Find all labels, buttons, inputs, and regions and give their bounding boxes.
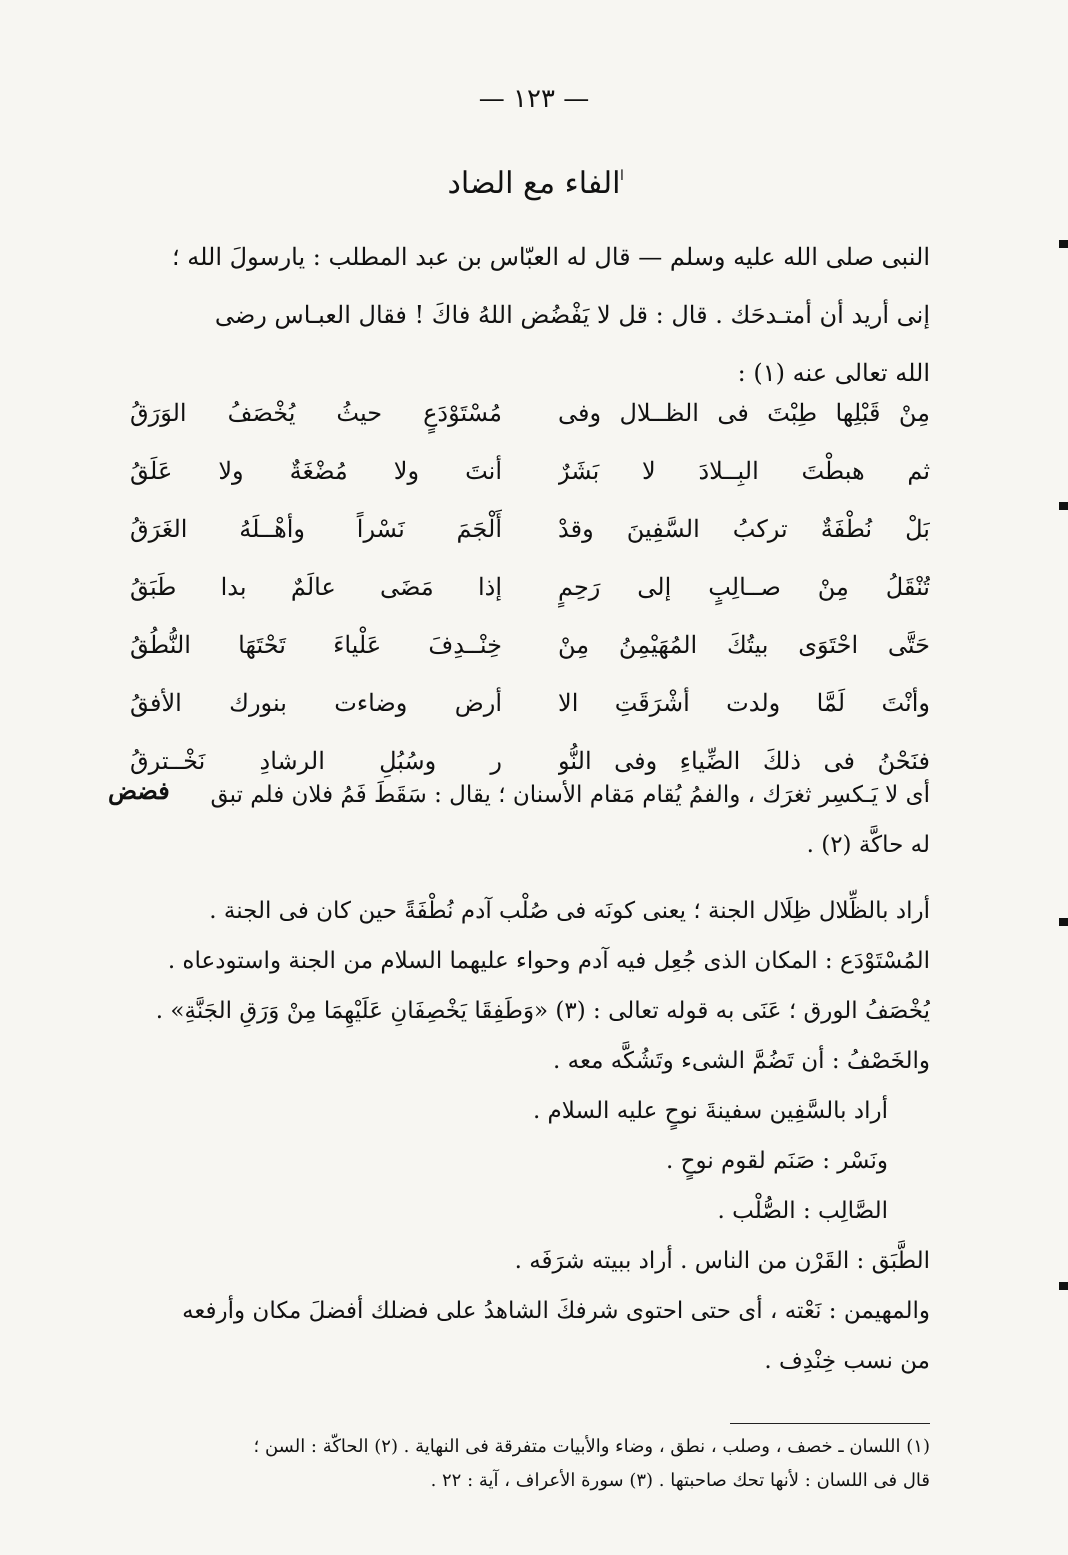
commentary-line: المُسْتَوْدَع : المكان الذى جُعِل فيه آدم وحواء عليهما السلام من الجنة واستودعاه . — [167, 948, 930, 974]
scan-edge-mark — [1059, 1282, 1068, 1290]
verse — [130, 500, 930, 558]
commentary — [130, 770, 930, 1386]
intro-line: النبى صلى الله عليه وسلم — قال له العبّاس بن عبد المطلب : يارسولَ الله ؛ — [171, 243, 930, 271]
commentary-line: أراد بالظِّلال ظِلَال الجنة ؛ يعنى كونَه فى صُلْب آدم نُطْفَةً حين كان فى الجنة . — [209, 898, 930, 924]
margin-keyword: فضض — [108, 776, 170, 805]
first-hemistich: ثم هبطْتَ البِــلادَ لا بَشَرٌ — [558, 457, 930, 485]
commentary-line: الطَّبَق : القَرْن من الناس . أراد ببيته شرَفَه . — [514, 1248, 930, 1274]
poem — [130, 384, 930, 790]
commentary-line: أى لا يَـكسِر ثغرَك ، والفمُ يُقام مَقام الأسنان ؛ يقال : سَقَطَ فَمُ فلان فلم تبق — [210, 782, 930, 808]
page-number: — ١٢٣ — — [478, 84, 590, 114]
second-hemistich: ر وسُبُلِ الرشادِ نَخْــترقُ — [130, 747, 502, 775]
first-hemistich: حَتَّى احْتَوَى بيتُكَ المُهَيْمِنُ مِنْ — [558, 631, 930, 659]
footnote-line: (١) اللسان ـ خصف ، وصلب ، نطق ، وضاء والأبيات متفرقة فى النهاية . (٢) الحاكّة : السن ؛ — [253, 1436, 930, 1457]
second-hemistich: إذا مَضَى عالَمٌ بدا طَبَقُ — [130, 573, 502, 601]
scan-edge-mark — [1059, 240, 1068, 248]
second-hemistich: خِنْــدِفَ عَلْياءَ تَحْتَهَا النُّطُقُ — [130, 631, 502, 659]
commentary-line: أراد بالسَّفِين سفينةَ نوحٍ عليه السلام . — [532, 1098, 888, 1124]
commentary-line: له حاكَّة (٢) . — [806, 832, 930, 858]
first-hemistich: بَلْ نُطْفَةٌ تركبُ السَّفِينَ وقدْ — [558, 515, 930, 543]
commentary-line: ونَسْر : صَنَم لقوم نوحٍ . — [665, 1148, 888, 1174]
second-hemistich: أَلْجَمَ نَسْراً وأهْــلَهُ الغَرَقُ — [130, 515, 502, 543]
commentary-line: من نسب خِنْدِف . — [764, 1348, 930, 1374]
footnotes — [130, 1430, 930, 1498]
commentary-line: والمهيمن : نَعْته ، أى حتى احتوى شرفكَ الشاهدُ على فضلك أفضلَ مكان وأرفعه — [182, 1298, 930, 1324]
verse — [130, 442, 930, 500]
intro-paragraph — [130, 228, 930, 402]
commentary-line: يُخْصَفُ الورق ؛ عَنَى به قوله تعالى : (٣) «وَطَفِقَا يَخْصِفَانِ عَلَيْهِمَا مِنْ وَرَقِ الجَنَّةِ» . — [155, 998, 930, 1024]
footnote-line: قال فى اللسان : لأنها تحك صاحبتها . (٣) سورة الأعراف ، آية : ٢٢ . — [430, 1470, 930, 1491]
footnote-rule — [730, 1423, 930, 1424]
second-hemistich: مُسْتَوْدَعٍ حيثُ يُخْصَفُ الوَرَقُ — [130, 399, 502, 427]
scan-edge-mark — [1059, 918, 1068, 926]
first-hemistich: وأنْتَ لَمَّا ولدت أشْرَقَتِ الا — [558, 689, 930, 717]
verse — [130, 384, 930, 442]
second-hemistich: أنتَ ولا مُضْغَةٌ ولا عَلَقُ — [130, 457, 502, 485]
first-hemistich: تُنْقَلُ مِنْ صــالِبٍ إلى رَحِمٍ — [558, 573, 930, 601]
verse — [130, 674, 930, 732]
commentary-line: الصَّالِب : الصُّلْب . — [717, 1198, 888, 1224]
first-hemistich: مِنْ قَبْلِها طِبْتَ فى الظــلال وفى — [558, 399, 930, 427]
section-heading: الفاء مع الضاد — [447, 166, 621, 201]
second-hemistich: أرض وضاءت بنورك الأفقُ — [130, 689, 502, 717]
margin-mark: ا — [620, 168, 624, 184]
intro-line: الله تعالى عنه (١) : — [737, 359, 930, 387]
verse — [130, 558, 930, 616]
scan-edge-mark — [1059, 502, 1068, 510]
first-hemistich: فنَحْنُ فى ذلكَ الضِّياءِ وفى النُّو — [558, 747, 930, 775]
commentary-line: والخَصْفُ : أن تَضُمَّ الشىء وتَشُكَّه معه . — [553, 1048, 930, 1074]
verse — [130, 616, 930, 674]
intro-line: إنى أريد أن أمتـدحَك . قال : قل لا يَفْضُض اللهُ فاكَ ! فقال العبـاس رضى — [214, 301, 930, 329]
